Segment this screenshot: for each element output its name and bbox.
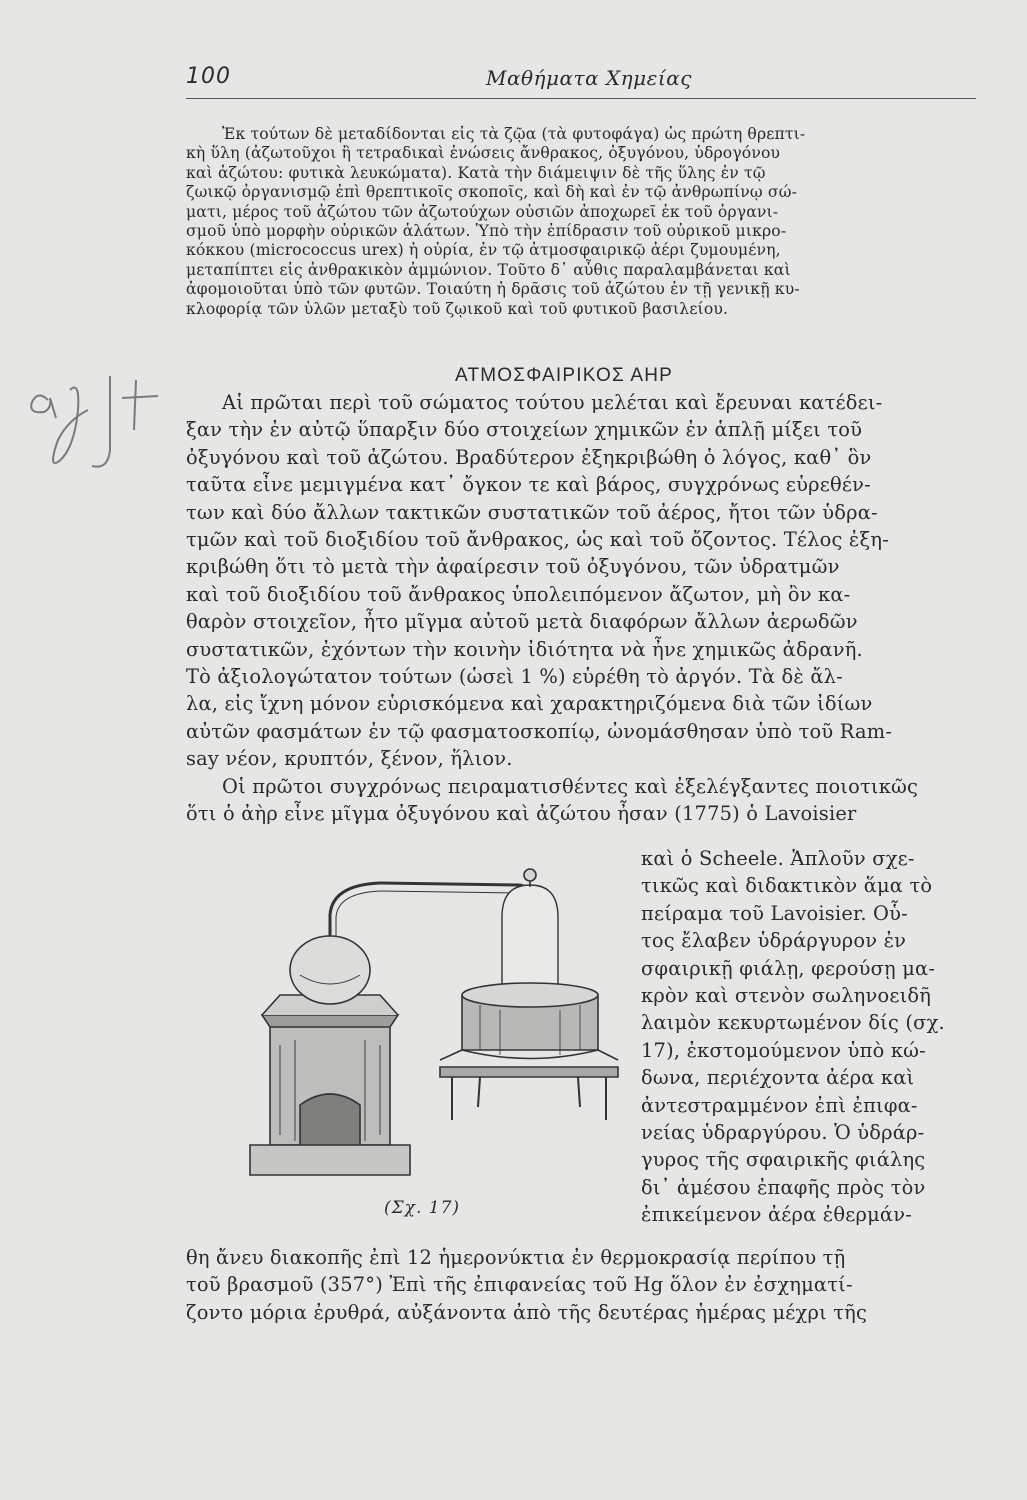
text-line: σφαιρικῇ φιάλῃ, φερούσῃ μα-: [641, 956, 936, 980]
page-header: [186, 64, 976, 99]
text-line: ξαν τὴν ἐν αὐτῷ ὕπαρξιν δύο στοιχείων χημικῶν ἐν ἁπλῇ μίξει τοῦ: [186, 418, 863, 442]
text-line: μεταπίπτει εἰς ἀνθρακικὸν ἀμμώνιον. Τοῦτο δ᾽ αὖθις παραλαμβάνεται καὶ: [186, 260, 791, 279]
text-line: κὴ ὕλη (ἀζωτοῦχοι ἢ τετραδικαὶ ἑνώσεις ἄνθρακος, ὀξυγόνου, ὑδρογόνου: [186, 144, 781, 163]
text-line: λα, εἰς ἴχνη μόνον εὑρισκόμενα καὶ χαρακτηριζόμενα διὰ τῶν ἰδίων: [186, 692, 873, 716]
page-number: 100: [186, 64, 231, 89]
text-line: τος ἔλαβεν ὑδράργυρον ἐν: [641, 929, 907, 953]
apparatus-illustration: [240, 845, 630, 1185]
text-line: καὶ ὁ Scheele. Ἁπλοῦν σχε-: [641, 847, 915, 870]
text-line: say νέον, κρυπτόν, ξένον, ἥλιον.: [186, 747, 513, 771]
text-line: ζοντο μόρια ἐρυθρά, αὐξάνοντα ἀπὸ τῆς δευτέρας ἡμέρας μέχρι τῆς: [186, 1300, 868, 1324]
text-line: ματι, μέρος τοῦ ἀζώτου τῶν ἀζωτούχων οὐσιῶν ἀποχωρεῖ ἐκ τοῦ ὀργανι-: [186, 202, 779, 221]
text-line: τμῶν καὶ τοῦ διοξιδίου τοῦ ἄνθρακος, ὡς καὶ τοῦ ὄζοντος. Τέλος ἐξη-: [186, 528, 889, 552]
text-line: Οἱ πρῶτοι συγχρόνως πειραματισθέντες καὶ ἐξελέγξαντες ποιοτικῶς: [222, 774, 919, 798]
section-title: ΑΤΜΟΣΦΑΙΡΙΚΟΣ ΑΗΡ: [455, 365, 674, 386]
text-line: Αἱ πρῶται περὶ τοῦ σώματος τούτου μελέται καὶ ἔρευναι κατέδει-: [222, 391, 883, 414]
text-line: των καὶ δύο ἄλλων τακτικῶν συστατικῶν τοῦ ἀέρος, ἤτοι τῶν ὑδρα-: [186, 500, 878, 524]
handwritten-margin-mark: [18, 370, 238, 480]
text-line: καὶ ἀζώτου: φυτικὰ λευκώματα). Κατὰ τὴν διάμειψιν δὲ τῆς ὕλης ἐν τῷ: [186, 163, 766, 182]
text-line: κλοφορίᾳ τῶν ὑλῶν μεταξὺ τοῦ ζῳικοῦ καὶ τοῦ φυτικοῦ βασιλείου.: [186, 299, 729, 318]
figure-caption: (Σχ. 17): [384, 1198, 461, 1218]
text-line: ὅτι ὁ ἀὴρ εἶνε μῖγμα ὀξυγόνου καὶ ἀζώτου ἦσαν (1775) ὁ Lavoisier: [186, 802, 857, 826]
text-line: πείραμα τοῦ Lavoisier. Οὗ-: [641, 901, 908, 925]
text-line: θαρὸν στοιχεῖον, ἦτο μῖγμα αὐτοῦ μετὰ διαφόρων ἄλλων ἀερωδῶν: [186, 610, 858, 634]
text-line: καὶ τοῦ διοξιδίου τοῦ ἄνθρακος ὑπολειπόμενον ἄζωτον, μὴ ὂν κα-: [186, 582, 851, 606]
text-line: σμοῦ ὑπὸ μορφὴν οὐρικῶν ἁλάτων. Ὑπὸ τὴν ἐπίδρασιν τοῦ οὐρικοῦ μικρο-: [186, 222, 787, 241]
text-line: λαιμὸν κεκυρτωμένον δίς (σχ.: [641, 1011, 945, 1035]
text-line: τικῶς καὶ διδακτικὸν ἅμα τὸ: [641, 874, 933, 898]
lavoisier-apparatus-figure: [240, 845, 630, 1185]
text-line: ζωικῷ ὀργανισμῷ ἐπὶ θρεπτικοῖς σκοποῖς, καὶ δὴ καὶ ἐν τῷ ἀνθρωπίνῳ σώ-: [186, 183, 797, 202]
text-line: ἐπικείμενον ἀέρα ἐθερμάν-: [641, 1203, 912, 1227]
text-line: τοῦ βρασμοῦ (357°) Ἐπὶ τῆς ἐπιφανείας τοῦ Hg ὅλον ἐν ἐσχηματί-: [186, 1273, 853, 1297]
text-line: κρὸν καὶ στενὸν σωληνοειδῆ: [641, 984, 932, 1008]
text-line: ἀντεστραμμένον ἐπὶ ἐπιφα-: [641, 1093, 918, 1117]
text-line: ὀξυγόνου καὶ τοῦ ἀζώτου. Βραδύτερον ἐξηκριβώθη ὁ λόγος, καθ᾽ ὃν: [186, 445, 872, 469]
text-line: γυρος τῆς σφαιρικῆς φιάλης: [641, 1148, 926, 1172]
text-line: ταῦτα εἶνε μεμιγμένα κατ᾽ ὄγκον τε καὶ βάρος, συγχρόνως εὑρεθέν-: [186, 473, 871, 497]
text-line: συστατικῶν, ἐχόντων τὴν κοινὴν ἰδιότητα νὰ ἦνε χημικῶς ἀδρανῆ.: [186, 637, 863, 661]
figure-wrap-text: [641, 845, 978, 1229]
intro-paragraph: [186, 125, 978, 319]
text-line: νείας ὑδραργύρου. Ὁ ὑδράρ-: [641, 1121, 925, 1145]
text-line: κόκκου (micrococcus urex) ἡ οὐρία, ἐν τῷ ἀτμοσφαιρικῷ ἀέρι ζυμουμένη,: [186, 241, 781, 260]
text-line: δωνα, περιέχοντα ἀέρα καὶ: [641, 1066, 915, 1090]
text-line: αὐτῶν φασμάτων ἐν τῷ φασματοσκοπίῳ, ὠνομάσθησαν ὑπὸ τοῦ Ram-: [186, 719, 893, 743]
text-line: δι᾽ ἀμέσου ἐπαφῆς πρὸς τὸν: [641, 1175, 926, 1199]
text-line: κριβώθη ὅτι τὸ μετὰ τὴν ἀφαίρεσιν τοῦ ὀξυγόνου, τῶν ὑδρατμῶν: [186, 555, 840, 579]
running-title: Μαθήματα Χημείας: [486, 66, 692, 90]
text-line: 17), ἐκστομούμενον ὑπὸ κώ-: [641, 1038, 926, 1062]
text-line: θη ἄνευ διακοπῆς ἐπὶ 12 ἡμερονύκτια ἐν θερμοκρασίᾳ περίπου τῇ: [186, 1246, 846, 1269]
text-line: Ἐκ τούτων δὲ μεταδίδονται εἰς τὰ ζῷα (τὰ φυτοφάγα) ὡς πρώτη θρεπτι-: [222, 125, 806, 143]
text-line: ἀφομοιοῦται ὑπὸ τῶν φυτῶν. Τοιαύτη ἡ δρᾶσις τοῦ ἀζώτου ἐν τῇ γενικῇ κυ-: [186, 280, 800, 299]
continuation-text: [186, 1244, 976, 1326]
text-line: Τὸ ἀξιολογώτατον τούτων (ὡσεὶ 1 %) εὑρέθη τὸ ἀργόν. Τὰ δὲ ἄλ-: [186, 665, 843, 689]
body-text: [186, 389, 976, 828]
